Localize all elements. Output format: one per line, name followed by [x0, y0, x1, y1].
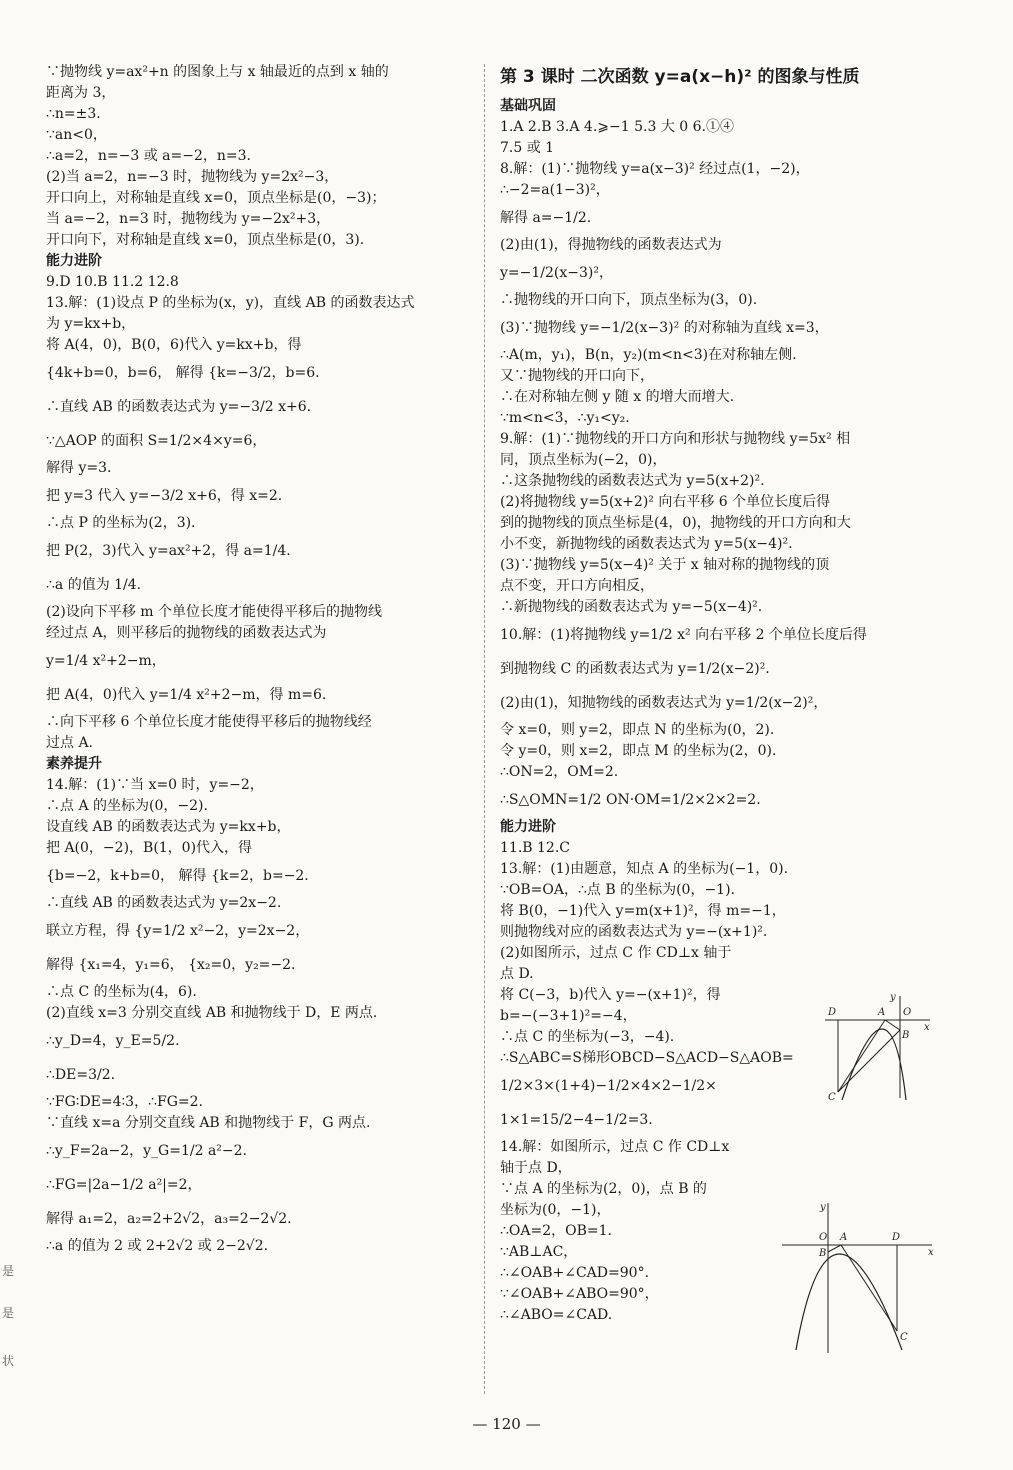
text-line: 把 y=3 代入 y=−3/2 x+6，得 x=2. [46, 488, 283, 504]
text-line: 点不变，开口方向相反， [500, 578, 654, 594]
segment-ca [838, 1020, 885, 1092]
figure-label: C [900, 1332, 908, 1343]
section-heading: 能力进阶 [46, 253, 102, 269]
text-line: 点 D. [500, 966, 534, 982]
text-line: 11.B 12.C [500, 840, 570, 856]
text-line: 同，顶点坐标为(−2，0)， [500, 452, 667, 468]
text-line: ∴DE=3/2. [46, 1067, 116, 1083]
text-line: 设直线 AB 的函数表达式为 y=kx+b， [46, 819, 291, 835]
text-line: ∴这条抛物线的函数表达式为 y=5(x+2)². [500, 473, 765, 489]
text-line: 1/2×3×(1+4)−1/2×4×2−1/2× [500, 1078, 717, 1094]
text-line: 7.5 或 1 [500, 140, 555, 156]
text-line: ∵OB=OA，∴点 B 的坐标为(0，−1). [500, 882, 736, 898]
figure-label: D [892, 1232, 901, 1243]
text-line: ∴a 的值为 2 或 2+2√2 或 2−2√2. [46, 1238, 269, 1254]
text-line: ∴点 C 的坐标为(4，6). [46, 984, 197, 1000]
text-line: 10.解：(1)将抛物线 y=1/2 x² 向右平移 2 个单位长度后得 [500, 627, 867, 643]
text-line: 将 A(4，0)，B(0，6)代入 y=kx+b，得 [46, 337, 302, 353]
text-line: (3)∵抛物线 y=−1/2(x−3)² 的对称轴为直线 x=3， [500, 320, 829, 336]
text-line: ∵FG∶DE=4∶3，∴FG=2. [46, 1094, 203, 1110]
lesson-title: 第 3 课时 二次函数 y=a(x−h)² 的图象与性质 [500, 67, 860, 87]
text-line: ∴直线 AB 的函数表达式为 y=−3/2 x+6. [46, 399, 312, 415]
text-line: 解得 y=3. [46, 460, 112, 476]
figure-label: O [819, 1232, 828, 1243]
text-line: ∴∠OAB+∠CAD=90°. [500, 1265, 650, 1281]
segment-ac [841, 1245, 897, 1331]
text-line: ∴a=2，n=−3 或 a=−2，n=3. [46, 148, 251, 164]
text-line: ∴点 C 的坐标为(−3，−4). [500, 1029, 675, 1045]
text-line: 14.解：如图所示，过点 C 作 CD⊥x [500, 1139, 730, 1155]
text-line: 小不变，新抛物线的函数表达式为 y=5(x−4)². [500, 536, 793, 552]
text-line: ∴新抛物线的函数表达式为 y=−5(x−4)². [500, 599, 763, 615]
page-number: — 120 — [472, 1415, 541, 1433]
text-line: 过点 A. [46, 735, 94, 751]
column-divider [484, 64, 485, 1394]
text-line: b=−(−3+1)²=−4， [500, 1008, 637, 1024]
figure-label: C [828, 1092, 836, 1103]
parabola-curve [842, 1029, 906, 1100]
text-line: ∴S△OMN=1/2 ON·OM=1/2×2×2=2. [500, 792, 761, 808]
text-line: 坐标为(0，−1)， [500, 1202, 611, 1218]
text-line: 将 C(−3，b)代入 y=−(x+1)²，得 [500, 987, 721, 1003]
text-line: ∵△AOP 的面积 S=1/2×4×y=6， [46, 433, 267, 449]
text-line: (2)由(1)，知抛物线的函数表达式为 y=1/2(x−2)²， [500, 695, 828, 711]
left-column [46, 62, 466, 1257]
text-line: ∴ON=2，OM=2. [500, 764, 619, 780]
section-heading: 能力进阶 [500, 819, 556, 835]
figure-label: y [890, 992, 896, 1003]
text-line: 将 B(0，−1)代入 y=m(x+1)²，得 m=−1， [500, 903, 786, 919]
text-line: ∴直线 AB 的函数表达式为 y=2x−2. [46, 895, 282, 911]
segment-ab [885, 1020, 900, 1030]
figure-label: x [928, 1247, 934, 1258]
text-line: ∴−2=a(1−3)²， [500, 182, 610, 198]
text-line: (2)直线 x=3 分别交直线 AB 和抛物线于 D，E 两点. [46, 1005, 378, 1021]
text-line: 距离为 3， [46, 85, 116, 101]
parabola-curve [796, 1254, 902, 1350]
margin-char: 状 [2, 1354, 15, 1368]
text-line: ∴OA=2，OB=1. [500, 1223, 612, 1239]
text-line: (2)将抛物线 y=5(x+2)² 向右平移 6 个单位长度后得 [500, 494, 831, 510]
text-line: 13.解：(1)由题意，知点 A 的坐标为(−1，0). [500, 861, 789, 877]
text-line: 1.A 2.B 3.A 4.⩾−1 5.3 大 0 6.①④ [500, 119, 734, 135]
text-line: 则抛物线对应的函数表达式为 y=−(x+1)². [500, 924, 768, 940]
right-column-body [500, 96, 940, 1326]
text-line: ∴S△ABC=S梯形OBCD−S△ACD−S△AOB= [500, 1050, 794, 1066]
text-line: 1×1=15/2−4−1/2=3. [500, 1112, 653, 1128]
text-line: {b=−2，k+b=0， 解得 {k=2，b=−2. [46, 868, 309, 884]
text-line: 把 A(0，−2)，B(1，0)代入，得 [46, 840, 253, 856]
segment-ba [828, 1245, 841, 1252]
text-line: 把 A(4，0)代入 y=1/4 x²+2−m，得 m=6. [46, 687, 327, 703]
figure-label: x [924, 1022, 930, 1033]
text-line: ∵m<n<3，∴y₁<y₂. [500, 410, 630, 426]
figure-label: A [878, 1007, 886, 1018]
text-line: 令 x=0，则 y=2，即点 N 的坐标为(0，2). [500, 722, 775, 738]
text-line: (2)当 a=2，n=−3 时，抛物线为 y=2x²−3， [46, 169, 339, 185]
text-line: 14.解：(1)∵当 x=0 时，y=−2， [46, 777, 264, 793]
right-column [500, 62, 940, 1326]
text-line: 为 y=kx+b， [46, 316, 136, 332]
figure-label: B [819, 1248, 827, 1259]
text-line: ∴向下平移 6 个单位长度才能使得平移后的抛物线经 [46, 714, 372, 730]
text-line: ∴点 P 的坐标为(2，3). [46, 515, 196, 531]
figure-label: A [840, 1232, 848, 1243]
text-line: 解得 {x₁=4，y₁=6， {x₂=0，y₂=−2. [46, 957, 296, 973]
margin-char: 是 [2, 1264, 15, 1278]
text-line: (2)如图所示，过点 C 作 CD⊥x 轴于 [500, 945, 732, 961]
text-line: {4k+b=0，b=6， 解得 {k=−3/2，b=6. [46, 365, 320, 381]
text-line: ∵∠OAB+∠ABO=90°， [500, 1286, 659, 1302]
text-line: 轴于点 D， [500, 1160, 572, 1176]
text-line: ∴点 A 的坐标为(0，−2). [46, 798, 208, 814]
text-line: ∴在对称轴左侧 y 随 x 的增大而增大. [500, 389, 735, 405]
text-line: 9.解：(1)∵抛物线的开口方向和形状与抛物线 y=5x² 相 [500, 431, 851, 447]
figure-parabola-13 [820, 988, 935, 1103]
text-line: ∵AB⊥AC， [500, 1244, 578, 1260]
text-line: y=−1/2(x−3)²， [500, 265, 613, 281]
text-line: 当 a=−2，n=3 时，抛物线为 y=−2x²+3， [46, 211, 331, 227]
text-line: ∵点 A 的坐标为(2，0)，点 B 的 [500, 1181, 707, 1197]
text-line: ∴a 的值为 1/4. [46, 577, 142, 593]
text-line: ∵an<0， [46, 127, 107, 143]
text-line: ∴FG=|2a−1/2 a²|=2， [46, 1177, 202, 1193]
text-line: 经过点 A，则平移后的抛物线的函数表达式为 [46, 625, 327, 641]
text-line: ∵直线 x=a 分别交直线 AB 和抛物线于 F，G 两点. [46, 1115, 371, 1131]
text-line: 开口向下，对称轴是直线 x=0，顶点坐标是(0，3). [46, 232, 365, 248]
text-line: 开口向上，对称轴是直线 x=0，顶点坐标是(0，−3)； [46, 190, 386, 206]
figure-label: D [828, 1007, 837, 1018]
text-line: 13.解：(1)设点 P 的坐标为(x，y)，直线 AB 的函数表达式 [46, 295, 415, 311]
text-line: ∴y_D=4，y_E=5/2. [46, 1033, 180, 1049]
text-line: y=1/4 x²+2−m， [46, 653, 166, 669]
section-heading: 素养提升 [46, 756, 102, 772]
text-line: (3)∵抛物线 y=5(x−4)² 关于 x 轴对称的抛物线的顶 [500, 557, 830, 573]
text-line: 把 P(2，3)代入 y=ax²+2，得 a=1/4. [46, 543, 291, 559]
text-line: 联立方程，得 {y=1/2 x²−2，y=2x−2， [46, 923, 310, 939]
margin-char: 是 [2, 1306, 15, 1320]
text-line: ∴∠ABO=∠CAD. [500, 1307, 613, 1323]
section-heading: 基础巩固 [500, 98, 556, 114]
figure-label: B [902, 1030, 910, 1041]
text-line: 令 y=0，则 x=2，即点 M 的坐标为(2，0). [500, 743, 777, 759]
text-line: 9.D 10.B 11.2 12.8 [46, 274, 179, 290]
text-line: (2)设向下平移 m 个单位长度才能使得平移后的抛物线 [46, 604, 383, 620]
text-line: 到的抛物线的顶点坐标是(4，0)，抛物线的开口方向和大 [500, 515, 851, 531]
text-line: 解得 a₁=2，a₂=2+2√2，a₃=2−2√2. [46, 1211, 292, 1227]
figure-label: O [903, 1007, 912, 1018]
figure-label: y [820, 1202, 826, 1213]
text-line: ∴抛物线的开口向下，顶点坐标为(3，0). [500, 292, 758, 308]
figure-parabola-14 [782, 1198, 937, 1358]
text-line: 8.解：(1)∵抛物线 y=a(x−3)² 经过点(1，−2)， [500, 161, 810, 177]
text-line: ∴y_F=2a−2，y_G=1/2 a²−2. [46, 1143, 248, 1159]
text-line: ∴A(m，y₁)，B(n，y₂)(m<n<3)在对称轴左侧. [500, 347, 797, 363]
text-line: 又∵抛物线的开口向下， [500, 368, 654, 384]
text-line: (2)由(1)，得抛物线的函数表达式为 [500, 237, 722, 253]
text-line: ∵抛物线 y=ax²+n 的图象上与 x 轴最近的点到 x 轴的 [46, 64, 389, 80]
text-line: 到抛物线 C 的函数表达式为 y=1/2(x−2)². [500, 661, 770, 677]
text-line: ∴n=±3. [46, 106, 101, 122]
text-line: 解得 a=−1/2. [500, 210, 592, 226]
